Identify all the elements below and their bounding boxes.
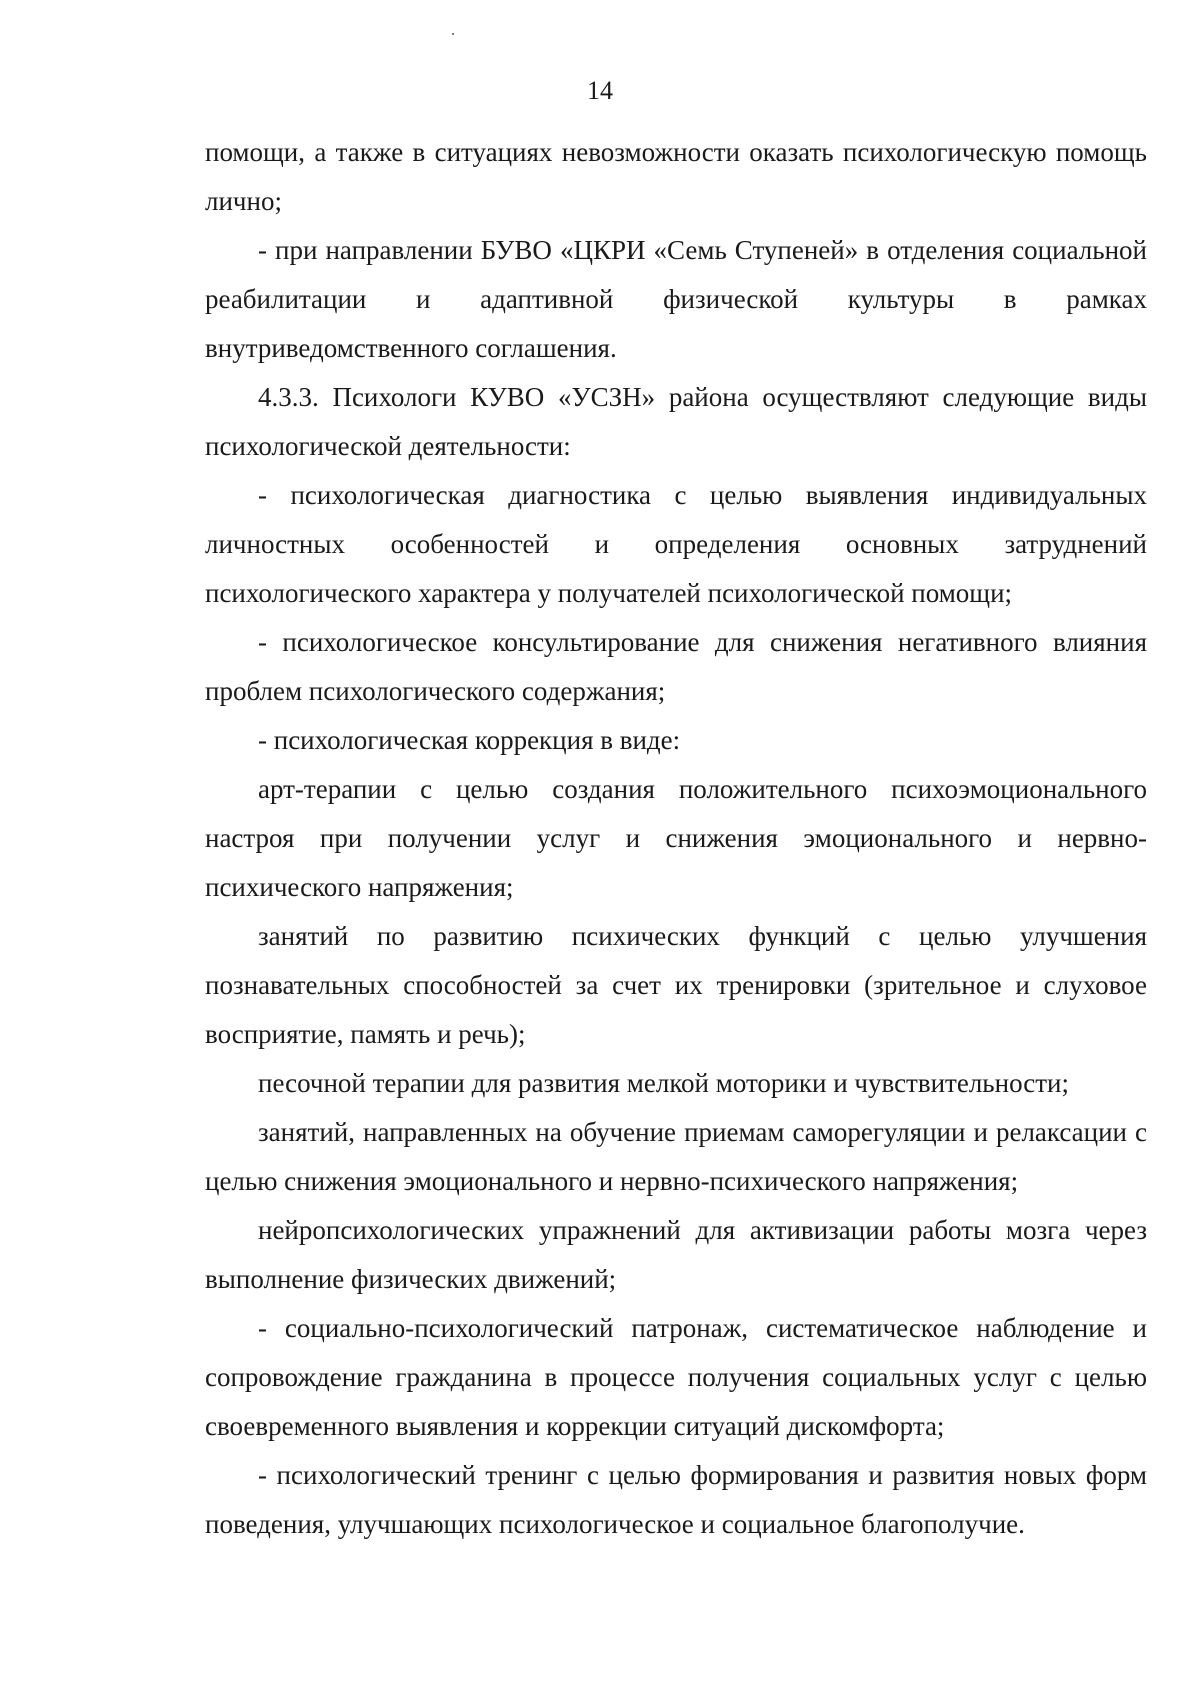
paragraph-mental-functions: занятий по развитию психических функций с целью улучшения познавательных способностей за счет их тренировки (зрительное и слуховое восприятие, память и речь); [205, 921, 1147, 1049]
paragraph-item-training: - психологический тренинг с целью формирования и развития новых форм поведения, улучшающих психологическое и социальное благополучие. [205, 1460, 1147, 1539]
document-body [205, 128, 1147, 1549]
paragraph-art-therapy: арт-терапии с целью создания положительного психоэмоционального настроя при получении услуг и снижения эмоционального и нервно-психического напряжения; [205, 774, 1147, 902]
paragraph-item-correction: - психологическая коррекция в виде: [258, 725, 681, 755]
paragraph-sand-therapy: песочной терапии для развития мелкой моторики и чувствительности; [258, 1068, 1069, 1098]
paragraph-item-consulting: - психологическое консультирование для снижения негативного влияния проблем психологического содержания; [205, 627, 1147, 706]
paragraph-neuropsychology: нейропсихологических упражнений для активизации работы мозга через выполнение физических движений; [205, 1215, 1147, 1294]
paragraph-self-regulation: занятий, направленных на обучение приемам саморегуляции и релаксации с целью снижения эмоционального и нервно-психического напряжения; [205, 1117, 1147, 1196]
paragraph-section-4-3-3: 4.3.3. Психологи КУВО «УСЗН» района осуществляют следующие виды психологической деятельности: [205, 382, 1147, 461]
page-number: 14 [587, 76, 613, 105]
paragraph-item-buvo: - при направлении БУВО «ЦКРИ «Семь Ступеней» в отделения социальной реабилитации и адаптивной физической культуры в рамках внутриведомственного соглашения. [205, 235, 1147, 363]
paragraph-item-patronage: - социально-психологический патронаж, систематическое наблюдение и сопровождение гражданина в процессе получения социальных услуг с целью своевременного выявления и коррекции ситуаций дискомфорта; [205, 1313, 1147, 1441]
paragraph-continuation: помощи, а также в ситуациях невозможности оказать психологическую помощь лично; [205, 137, 1147, 216]
paragraph-item-diagnostics: - психологическая диагностика с целью выявления индивидуальных личностных особенностей и определения основных затруднений психологического характера у получателей психологической помощи; [205, 480, 1147, 608]
scan-speck [452, 33, 454, 35]
